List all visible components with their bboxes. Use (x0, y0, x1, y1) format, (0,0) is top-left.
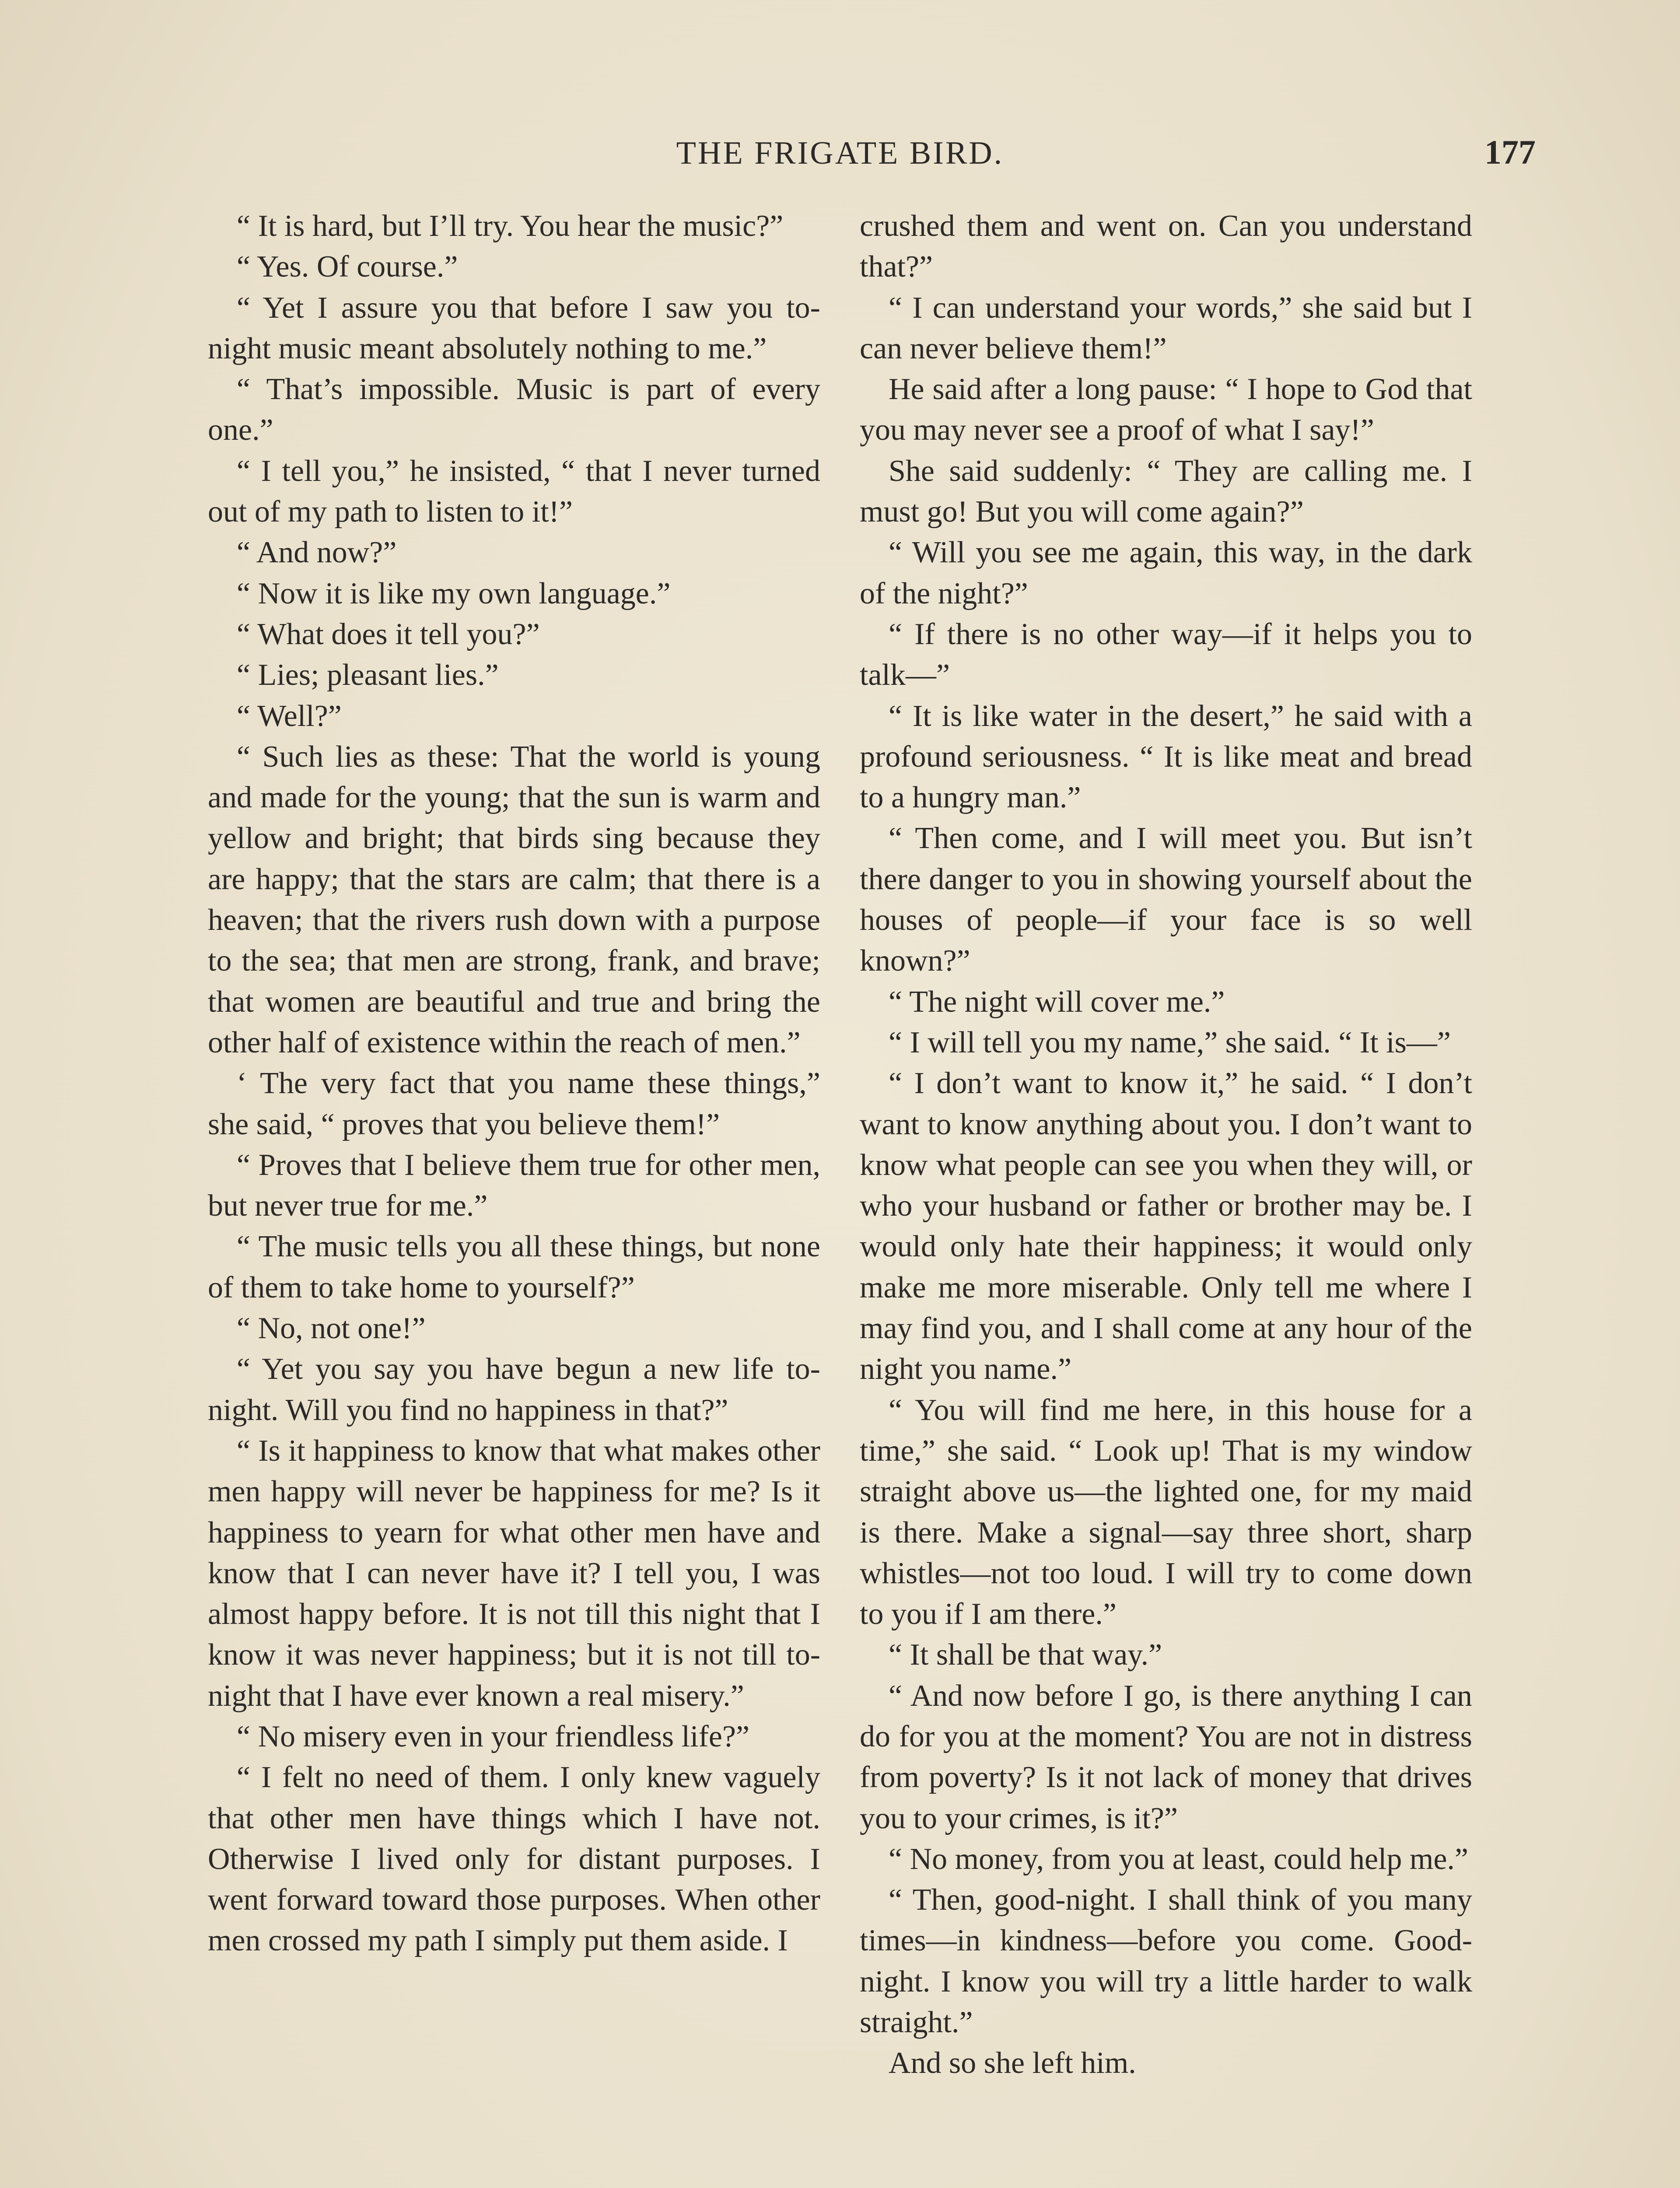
paragraph: “ I tell you,” he insisted, “ that I never turned out of my path to listen to it!” (208, 454, 820, 529)
paragraph: “ It is like water in the desert,” he said with a profound seriousness. “ It is like meat and bread to a hungry man.” (860, 699, 1472, 815)
paragraph: “ What does it tell you?” (237, 617, 540, 651)
left-column (208, 206, 820, 1961)
paragraph: “ Yet you say you have begun a new life to-night. Will you find no happiness in that?” (208, 1352, 820, 1427)
paragraph: “ No, not one!” (237, 1311, 426, 1346)
paragraph: “ If there is no other way—if it helps you to talk—” (860, 617, 1472, 692)
paragraph: “ Lies; pleasant lies.” (237, 658, 499, 692)
paragraph: He said after a long pause: “ I hope to God that you may never see a proof of what I say!” (860, 372, 1472, 447)
paragraph: And so she left him. (889, 2046, 1136, 2080)
paragraph: “ I don’t want to know it,” he said. “ I don’t want to know anything about you. I don’t want to know what people can see you when they will, or who your husband or father or brother may be. I would only hate their happiness; it would only make me more miserable. Only tell me where I may find you, and I shall come at any hour of the night you name.” (860, 1066, 1472, 1386)
paragraph: “ No money, from you at least, could help me.” (889, 1842, 1469, 1876)
paragraph: She said suddenly: “ They are calling me. I must go! But you will come again?” (860, 454, 1472, 529)
paragraph: “ I can understand your words,” she said but I can never believe them!” (860, 291, 1472, 365)
paragraph: “ Is it happiness to know that what makes other men happy will never be happiness for me? Is it happiness to yearn for what other men have and know that I can never have it? I tell you, I was almost happy before. It is not till this night that I know it was never happiness; but it is not till to-night that I have ever known a real misery.” (208, 1434, 820, 1713)
right-column (860, 206, 1472, 2084)
paragraph: ‘ The very fact that you name these things,” she said, “ proves that you believe them!” (208, 1066, 820, 1141)
page-number: 177 (1484, 133, 1536, 171)
paragraph: “ The music tells you all these things, but none of them to take home to yourself?” (208, 1230, 820, 1304)
paragraph: crushed them and went on. Can you understand that?” (860, 209, 1472, 284)
paragraph: “ No misery even in your friendless life?” (237, 1719, 750, 1753)
paragraph: “ I will tell you my name,” she said. “ It is—” (889, 1025, 1451, 1059)
paragraph: “ The night will cover me.” (889, 985, 1225, 1019)
paragraph: “ You will find me here, in this house for a time,” she said. “ Look up! That is my window straight above us—the lighted one, for my maid is there. Make a signal—say three short, sharp whistles—not too loud. I will try to come down to you if I am there.” (860, 1393, 1472, 1631)
paragraph: “ Yes. Of course.” (237, 250, 458, 284)
running-title: THE FRIGATE BIRD. (676, 135, 1004, 171)
paragraph: “ Well?” (237, 699, 342, 733)
paragraph: “ And now?” (237, 536, 397, 570)
paragraph: “ Such lies as these: That the world is young and made for the young; that the sun is warm and yellow and bright; that birds sing because they are happy; that the stars are calm; that there is a heaven; that the rivers rush down with a purpose to the sea; that men are strong, frank, and brave; that women are beautiful and true and bring the other half of existence within the reach of men.” (208, 740, 820, 1059)
paragraph: “ Yet I assure you that before I saw you to-night music meant absolutely nothing to me.” (208, 291, 820, 365)
paragraph: “ Proves that I believe them true for other men, but never true for me.” (208, 1148, 820, 1223)
paragraph: “ It is hard, but I’ll try. You hear the music?” (237, 209, 784, 243)
paragraph: “ Now it is like my own language.” (237, 576, 671, 610)
paragraph: “ Will you see me again, this way, in the dark of the night?” (860, 536, 1472, 610)
paragraph: “ And now before I go, is there anything I can do for you at the moment? You are not in distress from poverty? Is it not lack of money that drives you to your crimes, is it?” (860, 1679, 1472, 1835)
paragraph: “ Then, good-night. I shall think of you many times—in kindness—before you come. Good-night. I know you will try a little harder to walk straight.” (860, 1883, 1472, 2040)
paragraph: “ That’s impossible. Music is part of every one.” (208, 372, 820, 447)
paragraph: “ It shall be that way.” (889, 1638, 1162, 1672)
paragraph: “ I felt no need of them. I only knew vaguely that other men have things which I have not. Otherwise I lived only for distant purposes. I went forward toward those purposes. When other men crossed my path I simply put them aside. I (208, 1760, 820, 1958)
paragraph: “ Then come, and I will meet you. But isn’t there danger to you in showing yourself about the houses of people—if your face is so well known?” (860, 821, 1472, 978)
